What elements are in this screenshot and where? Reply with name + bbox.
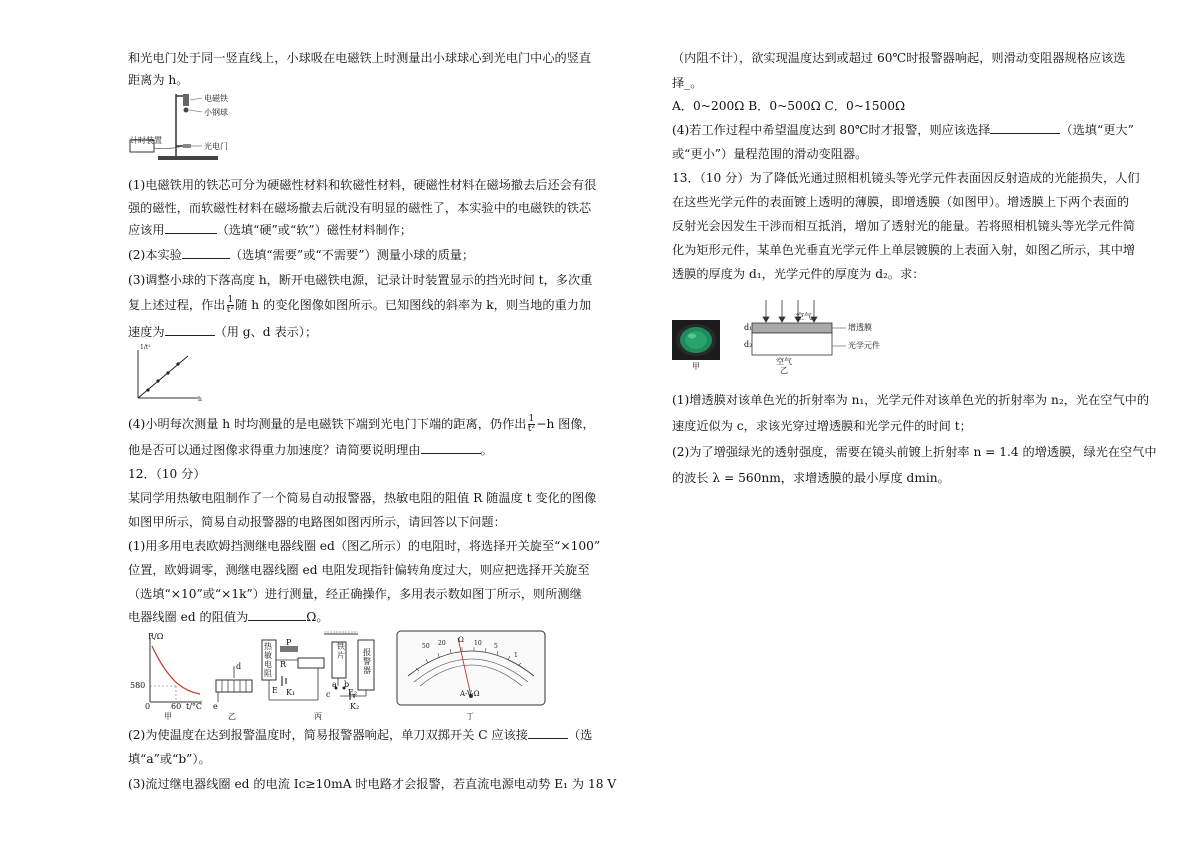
jia-ylabel: R/Ω <box>148 632 164 641</box>
film-caption-yi: 乙 <box>780 366 788 375</box>
answer-blank[interactable] <box>165 324 215 336</box>
text-line <box>128 609 329 625</box>
lens-photo <box>672 320 720 360</box>
bing-c: c <box>326 690 331 699</box>
text-line: 的波长 λ = 560nm，求增透膜的最小厚度 dmin。 <box>672 471 950 485</box>
text-line: (2)为了增强绿光的透射强度，需要在镜头前镀上折射率 n = 1.4 的增透膜，绿光在空气中 <box>672 445 1157 459</box>
ding-num: 1 <box>514 652 518 659</box>
graph-ylabel: 1/t² <box>140 344 151 351</box>
text-line: （内阻不计），欲实现温度达到或超过 60℃时报警器响起，则滑动变阻器规格应该选 <box>672 51 1126 65</box>
graph-xlabel: h <box>198 396 202 403</box>
text-line: 速度近似为 c，求该光穿过增透膜和光学元件的时间 t； <box>672 419 972 433</box>
ding-unit: A-V-Ω <box>460 690 480 698</box>
text-line <box>128 727 592 743</box>
answer-blank[interactable] <box>421 442 481 454</box>
question-13-line: 13．（10 分）为了降低光通过照相机镜头等光学元件表面因反射造成的光能损失，人们 <box>672 171 1140 185</box>
ding-ohm: Ω <box>458 636 464 644</box>
fraction <box>528 415 536 434</box>
text-line: 某同学用热敏电阻制作了一个简易自动报警器，热敏电阻的阻值 R 随温度 t 变化的图像 <box>128 491 597 505</box>
text-line: (3)流过继电器线圈 ed 的电流 Ic≥10mA 时电路才会报警，若直流电源电动势 E₁ 为 18 V <box>128 777 617 791</box>
text-line <box>128 222 412 238</box>
text: (2)为使温度在达到报警温度时，简易报警器响起，单刀双掷开关 C 应该接 <box>128 728 528 742</box>
text: 应该用 <box>128 223 165 237</box>
fraction <box>227 296 235 315</box>
text-line <box>128 324 317 340</box>
text-line: （选填“×10”或“×1k”）进行测量，经正确操作，多用表示数如图丁所示，则所测继 <box>128 587 582 601</box>
graph-figure <box>132 346 202 404</box>
text-line: 位置，欧姆调零，测继电器线圈 ed 电阻发现指针偏转角度过大，则应把选择开关旋至 <box>128 563 590 577</box>
bing-alarm: 报警器 <box>363 648 371 675</box>
ding-num: 5 <box>494 643 498 650</box>
yi-e: e <box>213 702 218 711</box>
coil-yi <box>212 664 256 706</box>
jia-x60: 60 <box>171 702 182 711</box>
bing-a: a <box>332 680 337 689</box>
text: 复上述过程，作出 <box>128 298 226 312</box>
film-air-top: 空气 <box>796 312 812 321</box>
jia-caption: 甲 <box>164 712 172 721</box>
ding-caption: 丁 <box>466 712 474 721</box>
text-line: 透膜的厚度为 d₁，光学元件的厚度为 d₂。求： <box>672 267 925 281</box>
text: −h 图像， <box>536 417 595 431</box>
options-line: A．0~200Ω B．0~500Ω C．0~1500Ω <box>672 99 906 113</box>
film-caption-jia: 甲 <box>692 362 700 371</box>
label-timer: 计时装置 <box>130 136 162 145</box>
text-line <box>128 247 474 263</box>
text: （用 g、d 表示）； <box>214 325 318 339</box>
bing-R: R <box>280 660 287 669</box>
text: 电器线圈 ed 的阻值为 <box>128 610 249 624</box>
bing-iron: 铁片 <box>337 642 345 660</box>
text: (4)若工作过程中希望温度达到 80℃时才报警，则应该选择 <box>672 123 991 137</box>
frac-num: 1 <box>227 295 234 305</box>
text: (2)本实验 <box>128 248 182 262</box>
film-d1: d₁ <box>744 323 753 332</box>
text-line: 在这些光学元件的表面镀上透明的薄膜，即增透膜（如图甲）。增透膜上下两个表面的 <box>672 195 1130 209</box>
answer-blank[interactable] <box>990 122 1060 134</box>
text: 随 h 的变化图像如图所示。已知图线的斜率为 k，则当地的重力加 <box>235 298 592 312</box>
text-line <box>672 122 1134 138</box>
bing-K1: K₁ <box>286 688 296 697</box>
text-line: (1)电磁铁用的铁芯可分为硬磁性材料和软磁性材料，硬磁性材料在磁场撤去后还会有很 <box>128 178 597 192</box>
text-line: 如图甲所示，简易自动报警器的电路图如图丙所示，请回答以下问题： <box>128 515 506 529</box>
text: 他是否可以通过图像求得重力加速度？请简要说明理由 <box>128 443 421 457</box>
ding-num: 10 <box>474 640 482 647</box>
bing-b: b <box>344 680 350 689</box>
yi-d: d <box>236 662 242 671</box>
apparatus-figure <box>128 88 248 166</box>
answer-blank[interactable] <box>182 247 230 259</box>
text-line: 反射光会因发生干涉而相互抵消，增加了透射光的能量。若将照相机镜头等光学元件简 <box>672 219 1136 233</box>
label-magnet: 电磁铁 <box>204 94 228 103</box>
text: （选填“更大” <box>1060 123 1134 137</box>
text: Ω。 <box>306 610 329 624</box>
bing-thermistor: 热敏电阻 <box>264 642 272 678</box>
text: （选填“需要”或“不需要”）测量小球的质量； <box>229 248 475 262</box>
bing-P: P <box>286 638 292 647</box>
yi-caption: 乙 <box>228 712 236 721</box>
bing-caption: 丙 <box>314 712 322 721</box>
text-line: 化为矩形元件，某单色光垂直光学元件上单层镀膜的上表面入射，如图乙所示，其中增 <box>672 243 1136 257</box>
answer-blank[interactable] <box>248 609 306 621</box>
jia-y580: 580 <box>130 681 146 690</box>
bing-E: E <box>272 686 278 695</box>
text: (4)小明每次测量 h 时均测量的是电磁铁下端到光电门下端的距离，仍作出 <box>128 417 527 431</box>
film-label-film: 增透膜 <box>848 323 872 332</box>
frac-den: t² <box>226 305 234 315</box>
text-line <box>128 442 493 458</box>
film-air-bottom: 空气 <box>776 357 792 366</box>
text-line: (1)用多用电表欧姆挡测继电器线圈 ed（图乙所示）的电阻时，将选择开关旋至“×100” <box>128 539 601 553</box>
text-line: 距离为 h。 <box>128 73 189 87</box>
jia-origin: 0 <box>145 702 151 711</box>
film-d2: d₂ <box>744 340 753 349</box>
bing-E2: E₂ <box>348 688 358 697</box>
frac-den: t² <box>527 424 535 434</box>
text-line: 填“a”或“b”）。 <box>128 752 211 766</box>
ding-num: 50 <box>422 643 430 650</box>
text: （选 <box>567 728 593 742</box>
label-gate: 光电门 <box>204 142 228 151</box>
text-line: 或“更小”）量程范围的滑动变阻器。 <box>672 147 868 161</box>
text-line <box>128 415 595 434</box>
bing-K2: K₂ <box>350 702 360 711</box>
text-line: 择_。 <box>672 76 703 90</box>
film-label-element: 光学元件 <box>848 341 880 350</box>
text: 。 <box>480 443 493 457</box>
text: 速度为 <box>128 325 165 339</box>
text-line: 和光电门处于同一竖直线上，小球吸在电磁铁上时测量出小球球心到光电门中心的竖直 <box>128 51 592 65</box>
label-ball: 小钢球 <box>204 108 228 117</box>
text: （选填“硬”或“软”）磁性材料制作； <box>216 223 413 237</box>
text-line: (3)调整小球的下落高度 h，断开电磁铁电源，记录计时装置显示的挡光时间 t，多次重 <box>128 273 593 287</box>
ding-num: 20 <box>438 640 446 647</box>
frac-num: 1 <box>528 414 535 424</box>
answer-blank[interactable] <box>165 222 217 234</box>
text-line: 强的磁性，而软磁性材料在磁场撤去后就没有明显的磁性了，本实验中的电磁铁的铁芯 <box>128 201 592 215</box>
answer-blank[interactable] <box>528 727 568 739</box>
text-line: (1)增透膜对该单色光的折射率为 n₁，光学元件对该单色光的折射率为 n₂，光在空气中的 <box>672 393 1150 407</box>
jia-xunit: t/°C <box>186 702 203 711</box>
question-12-header: 12．（10 分） <box>128 467 206 481</box>
graph-jia <box>130 632 206 712</box>
text-line <box>128 296 591 315</box>
